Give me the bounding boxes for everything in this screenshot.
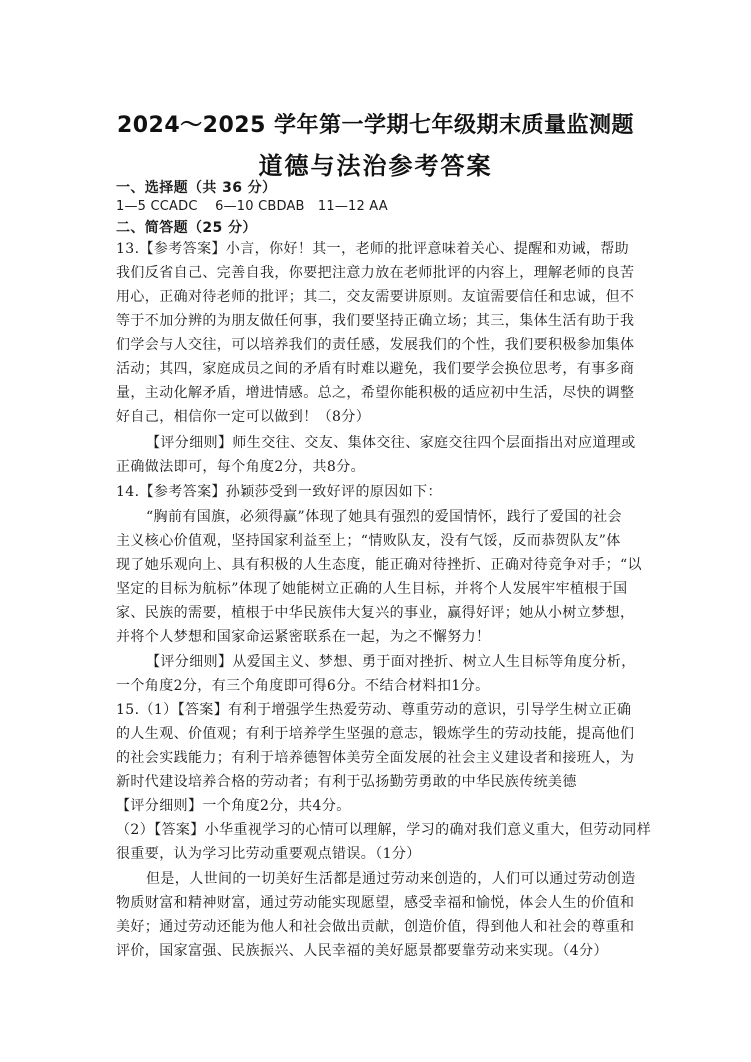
scoring-rule-line: 【评分细则】一个角度2分，共4分。 (116, 798, 351, 814)
choice-answers: 1—5 CCADC 6—10 CBDAB 11—12 AA (116, 199, 388, 214)
answer-line: 评价，国家富强、民族振兴、人民幸福的美好愿景都要靠劳动来实现。（4分） (116, 943, 608, 959)
answer-line: 并将个人梦想和国家命运紧密联系在一起，为之不懈努力！ (116, 629, 491, 645)
answer-line: 13.【参考答案】小言，你好！其一，老师的批评意味着关心、提醒和劝诫，帮助 (116, 241, 630, 257)
answer-line: 用心，正确对待老师的批评；其二，交友需要讲原则。友谊需要信任和忠诚，但不 (116, 289, 635, 305)
answer-line: 们学会与人交往，可以培养我们的责任感，发展我们的个性，我们要积极参加集体 (116, 337, 635, 353)
answer-line: “胸前有国旗，必须得赢”体现了她具有强烈的爱国情怀，践行了爱国的社会 (146, 509, 622, 525)
answer-line: 活动；其四，家庭成员之间的矛盾有时难以避免，我们要学会换位思考，有事多商 (116, 361, 635, 377)
answer-line: 等于不加分辨的为朋友做任何事，我们要坚持正确立场；其三，集体生活有助于我 (116, 313, 635, 329)
answer-line: 的社会实践能力；有利于培养德智体美劳全面发展的社会主义建设者和接班人，为 (116, 750, 635, 766)
answer-line: 15.（1）【答案】有利于增强学生热爱劳动、尊重劳动的意识，引导学生树立正确 (116, 702, 632, 718)
answer-line: 很重要，认为学习比劳动重要观点错误。（1分） (116, 846, 421, 862)
scoring-rule-line: 【评分细则】从爱国主义、梦想、勇于面对挫折、树立人生目标等角度分析， (146, 654, 636, 670)
scoring-rule-line: 正确做法即可，每个角度2分，共8分。 (116, 459, 366, 475)
answer-line: （2）【答案】小华重视学习的心情可以理解，学习的确对我们意义重大，但劳动同样 (116, 822, 652, 838)
document-title: 2024～2025 学年第一学期七年级期末质量监测题 (116, 113, 635, 138)
answer-line: 主义核心价值观，坚持国家利益至上；“情败队友，没有气馁，反而恭贺队友”体 (116, 533, 621, 549)
answer-line: 但是，人世间的一切美好生活都是通过劳动来创造的，人们可以通过劳动创造 (146, 871, 636, 887)
section-heading-short-answer: 二、简答题（25 分） (116, 220, 257, 236)
section-heading-choice: 一、选择题（共 36 分） (116, 180, 277, 196)
answer-line: 14.【参考答案】孙颖莎受到一致好评的原因如下： (116, 484, 442, 500)
answer-line: 量，主动化解矛盾，增进情感。总之，希望你能积极的适应初中生活，尽快的调整 (116, 385, 635, 401)
answer-line: 现了她乐观向上、具有积极的人生态度，能正确对待挫折、正确对待竞争对手；“以 (116, 557, 642, 573)
answer-line: 家、民族的需要，植根于中华民族伟大复兴的事业，赢得好评；她从小树立梦想， (116, 605, 635, 621)
answer-line: 物质财富和精神财富，通过劳动能实现愿望，感受幸福和愉悦，体会人生的价值和 (116, 895, 635, 911)
scoring-rule-line: 一个角度2分，有三个角度即可得6分。不结合材料扣1分。 (116, 678, 490, 694)
answer-line: 好自己，相信你一定可以做到！（8分） (116, 409, 371, 425)
answer-line: 新时代建设培养合格的劳动者；有利于弘扬勤劳勇敢的中华民族传统美德 (116, 774, 577, 790)
answer-line: 我们反省自己、完善自我，你要把注意力放在老师批评的内容上，理解老师的良苦 (116, 265, 635, 281)
document-subtitle: 道德与法治参考答案 (258, 152, 493, 180)
scoring-rule-line: 【评分细则】师生交往、交友、集体交往、家庭交往四个层面指出对应道理或 (146, 435, 636, 451)
answer-line: 的人生观、价值观；有利于培养学生坚强的意志，锻炼学生的劳动技能，提高他们 (116, 726, 635, 742)
answer-line: 美好；通过劳动还能为他人和社会做出贡献，创造价值，得到他人和社会的尊重和 (116, 919, 635, 935)
answer-line: 坚定的目标为航标”体现了她能树立正确的人生目标，并将个人发展牢牢植根于国 (116, 581, 628, 597)
